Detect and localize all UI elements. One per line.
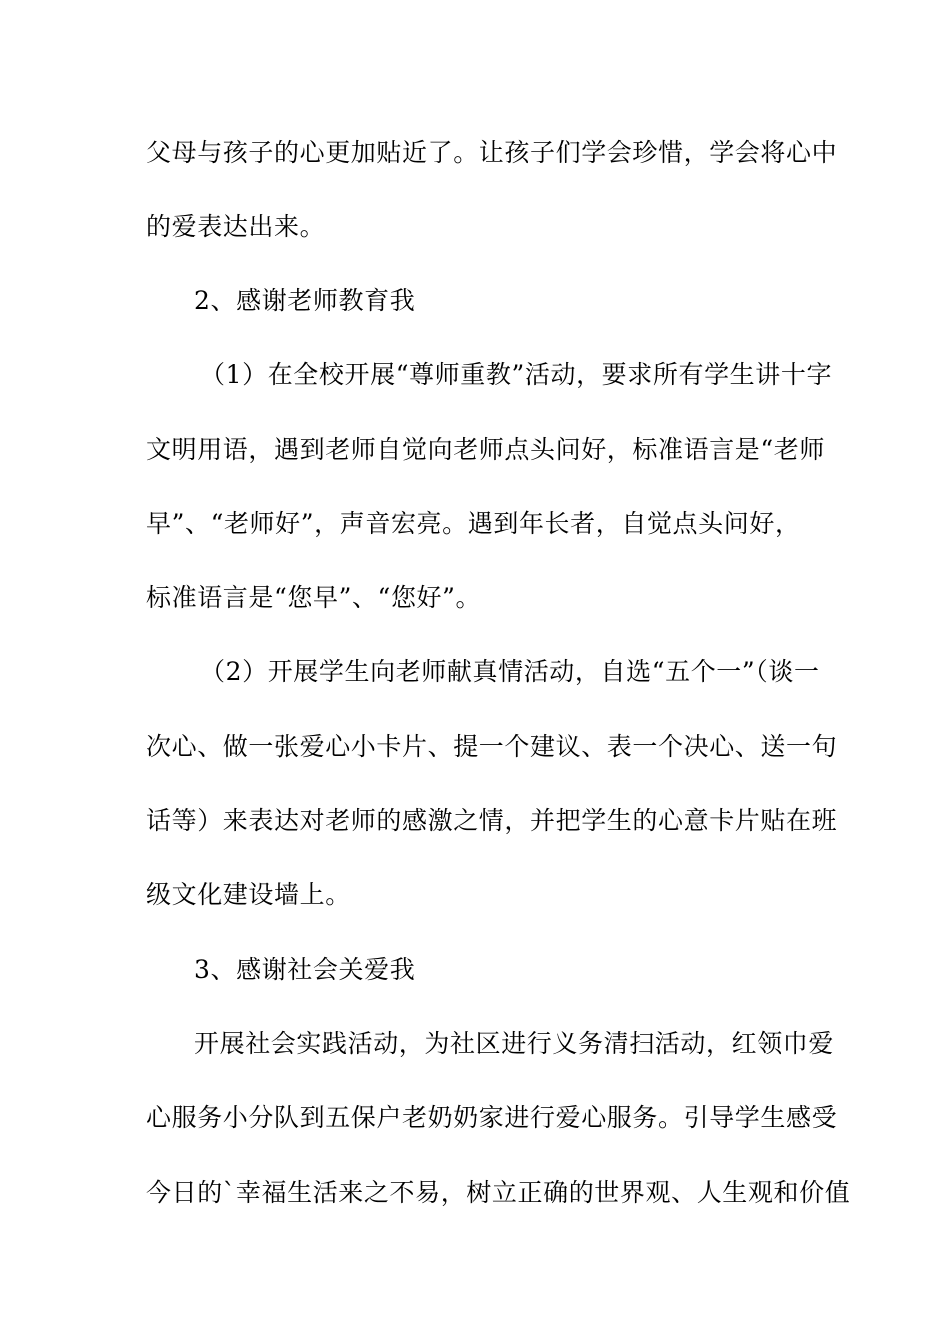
text-line-5: 文明用语，遇到老师自觉向老师点头问好，标准语言是“老师 [146, 435, 825, 464]
text-line-2: 的爱表达出来。 [146, 212, 326, 241]
text-line-9: 次心、做一张爱心小卡片、提一个建议、表一个决心、送一句 [146, 732, 838, 761]
text-line-8: （2）开展学生向老师献真情活动，自选“五个一”（谈一 [200, 657, 820, 686]
text-line-15: 今日的`幸福生活来之不易，树立正确的世界观、人生观和价值 [146, 1178, 851, 1207]
text-line-7: 标准语言是“您早”、“您好”。 [146, 583, 482, 612]
text-line-4: （1）在全校开展“尊师重教”活动，要求所有学生讲十字 [200, 360, 833, 389]
section-heading-2: 2、感谢老师教育我 [194, 286, 416, 315]
text-line-10: 话等）来表达对老师的感激之情，并把学生的心意卡片贴在班 [146, 806, 838, 835]
text-line-1: 父母与孩子的心更加贴近了。让孩子们学会珍惜，学会将心中 [146, 138, 838, 167]
section-heading-3: 3、感谢社会关爱我 [194, 955, 416, 984]
text-line-13: 开展社会实践活动，为社区进行义务清扫活动，红领巾爱 [194, 1029, 835, 1058]
text-line-11: 级文化建设墙上。 [146, 880, 351, 909]
text-line-6: 早”、“老师好”，声音宏亮。遇到年长者，自觉点头问好， [146, 509, 801, 538]
text-line-14: 心服务小分队到五保户老奶奶家进行爱心服务。引导学生感受 [146, 1103, 838, 1132]
